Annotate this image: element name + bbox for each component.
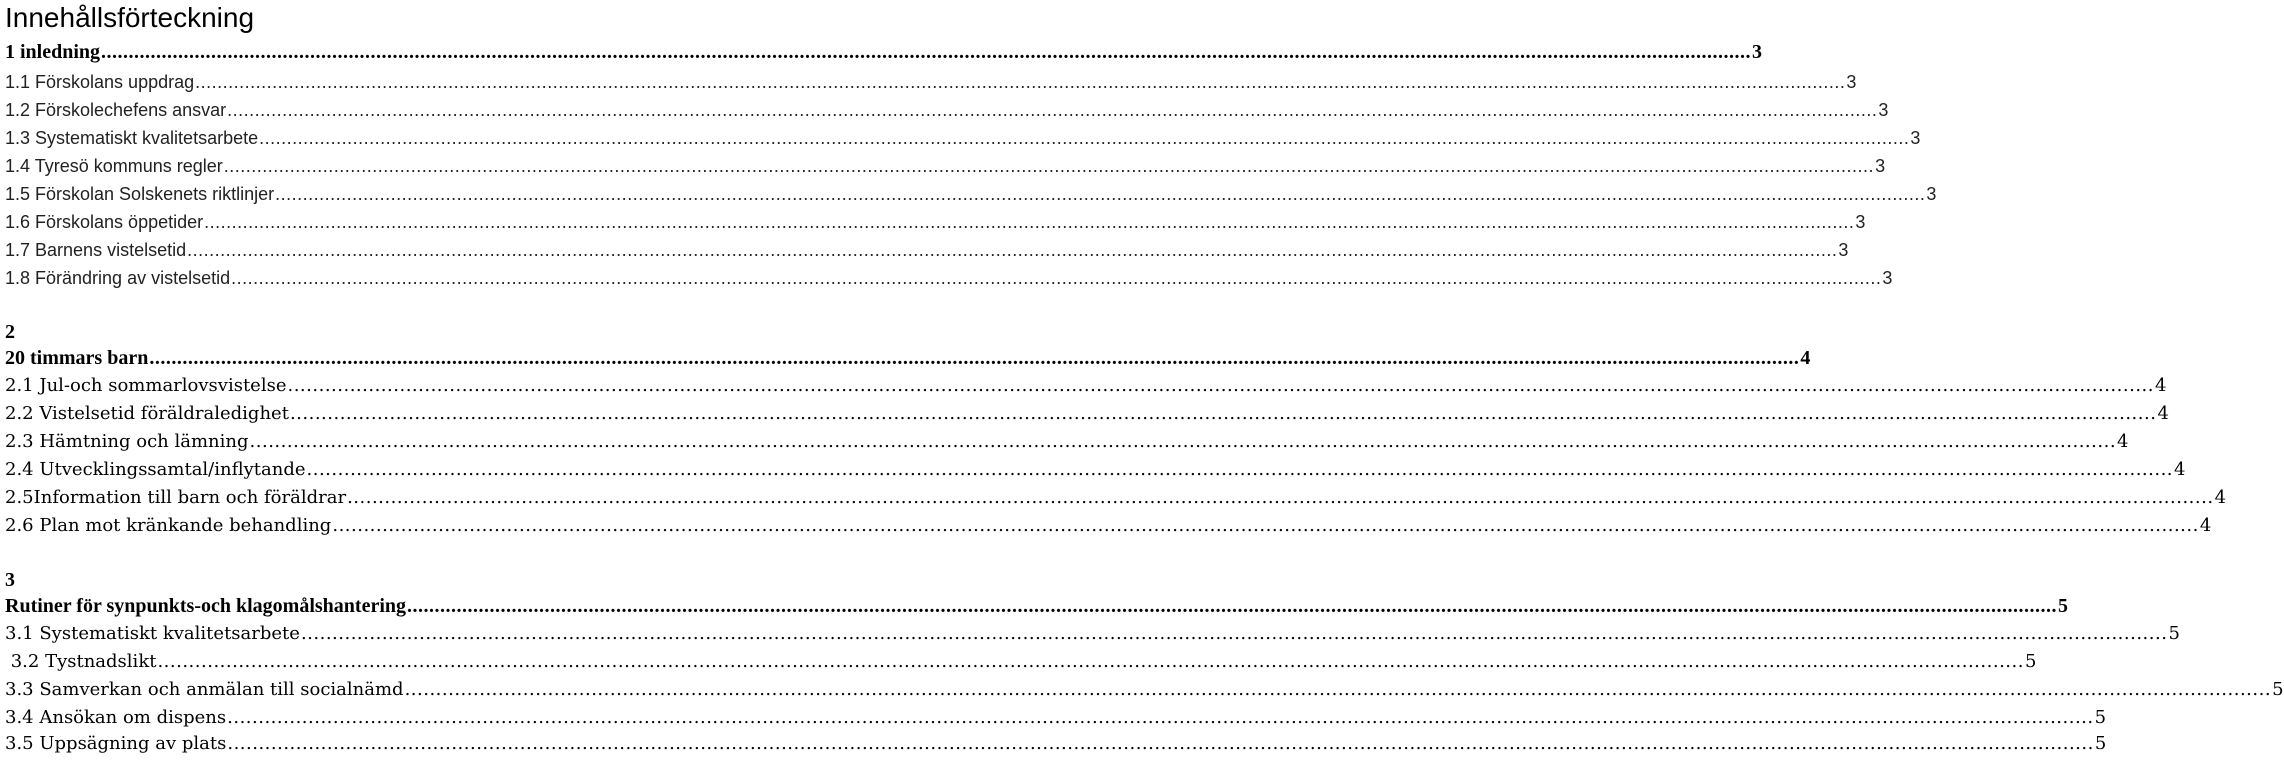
leader-dots: ............................................................................................................................................................................................................................................................................................................ xyxy=(231,268,1882,288)
page-number: 4 xyxy=(1800,347,1811,369)
page-number: 4 xyxy=(2155,375,2167,396)
toc-entry[interactable]: 3.2 Tystnadslikt ............................................................................................................................................................................................................................................................................................................ 5 xyxy=(5,648,950,676)
leader-dots: ............................................................................................................................................................................................................................................................................................................ xyxy=(287,375,2154,396)
leader-dots: ............................................................................................................................................................................................................................................................................................................ xyxy=(289,403,2157,424)
page-number: 4 xyxy=(2117,431,2129,452)
toc-heading-1[interactable]: 1 inledning ............................................................................................................................................................................................................................................................................................................ 3 xyxy=(5,38,950,66)
toc-entry[interactable]: 1.6 Förskolans öppetider ............................................................................................................................................................................................................................................................................................................ 3 xyxy=(5,208,950,236)
leader-dots: ............................................................................................................................................................................................................................................................................................................ xyxy=(227,100,1878,120)
page-number: 5 xyxy=(2024,651,2037,672)
toc-entry[interactable]: 3.3 Samverkan och anmälan till socialnämd ............................................................................................................................................................................................................................................................................................................ 5 xyxy=(5,676,950,704)
toc-entry[interactable]: 3.4 Ansökan om dispens ............................................................................................................................................................................................................................................................................................................ 5 xyxy=(5,704,950,732)
leader-dots: ............................................................................................................................................................................................................................................................................................................ xyxy=(407,595,2057,617)
page-number: 5 xyxy=(2094,733,2107,754)
toc-entry[interactable]: 2.1 Jul-och sommarlovsvistelse ............................................................................................................................................................................................................................................................................................................ 4 xyxy=(5,372,950,400)
toc-entry[interactable]: 1.3 Systematiskt kvalitetsarbete ............................................................................................................................................................................................................................................................................................................ 3 xyxy=(5,124,950,152)
page-number: 4 xyxy=(2214,487,2227,508)
leader-dots: ............................................................................................................................................................................................................................................................................................................ xyxy=(227,733,2094,754)
leader-dots: ............................................................................................................................................................................................................................................................................................................ xyxy=(275,184,1926,204)
toc-entry[interactable]: 1.5 Förskolan Solskenets riktlinjer ............................................................................................................................................................................................................................................................................................................ 3 xyxy=(5,180,950,208)
toc-entry[interactable]: 1.8 Förändring av vistelsetid ............................................................................................................................................................................................................................................................................................................ 3 xyxy=(5,264,950,292)
page-number: 4 xyxy=(2157,403,2169,424)
page-number: 3 xyxy=(1846,72,1857,92)
toc-heading-3[interactable]: Rutiner för synpunkts-och klagomålshantering ............................................................................................................................................................................................................................................................................................................ 5 xyxy=(5,592,950,620)
leader-dots: ............................................................................................................................................................................................................................................................................................................ xyxy=(332,515,2199,536)
leader-dots: ............................................................................................................................................................................................................................................................................................................ xyxy=(259,128,1910,148)
toc-entry[interactable]: 1.2 Förskolechefens ansvar ............................................................................................................................................................................................................................................................................................................ 3 xyxy=(5,96,950,124)
page-number: 4 xyxy=(2199,515,2212,536)
leader-dots: ............................................................................................................................................................................................................................................................................................................ xyxy=(306,459,2174,480)
page-number: 5 xyxy=(2272,679,2284,700)
toc-entry[interactable]: 3.1 Systematiskt kvalitetsarbete ............................................................................................................................................................................................................................................................................................................ 5 xyxy=(5,620,950,648)
page-number: 4 xyxy=(2174,459,2186,480)
toc-heading-2[interactable]: 20 timmars barn ............................................................................................................................................................................................................................................................................................................ 4 xyxy=(5,344,950,372)
page-number: 3 xyxy=(1875,156,1886,176)
leader-dots: ............................................................................................................................................................................................................................................................................................................ xyxy=(347,487,2214,508)
leader-dots: ............................................................................................................................................................................................................................................................................................................ xyxy=(149,347,1800,369)
leader-dots: ............................................................................................................................................................................................................................................................................................................ xyxy=(187,240,1838,260)
toc-section-number-3: 3 xyxy=(5,569,15,591)
toc-entry[interactable]: 3.5 Uppsägning av plats ............................................................................................................................................................................................................................................................................................................ 5 xyxy=(5,730,950,758)
page-number: 3 xyxy=(1838,240,1849,260)
toc-entry[interactable]: 1.7 Barnens vistelsetid ............................................................................................................................................................................................................................................................................................................ 3 xyxy=(5,236,950,264)
toc-entry[interactable]: 2.5Information till barn och föräldrar ............................................................................................................................................................................................................................................................................................................ 4 xyxy=(5,484,950,512)
page-number: 3 xyxy=(1910,128,1921,148)
leader-dots: ............................................................................................................................................................................................................................................................................................................ xyxy=(101,41,1752,63)
leader-dots: ............................................................................................................................................................................................................................................................................................................ xyxy=(300,623,2168,644)
toc-entry[interactable]: 2.4 Utvecklingssamtal/inflytande ............................................................................................................................................................................................................................................................................................................ 4 xyxy=(5,456,950,484)
page-number: 3 xyxy=(1752,41,1763,63)
page-number: 3 xyxy=(1855,212,1866,232)
toc-entry[interactable]: 1.1 Förskolans uppdrag ............................................................................................................................................................................................................................................................................................................ 3 xyxy=(5,68,950,96)
leader-dots: ............................................................................................................................................................................................................................................................................................................ xyxy=(249,431,2117,452)
toc-section-number-2: 2 xyxy=(5,321,15,343)
page-number: 5 xyxy=(2094,707,2107,728)
page-number: 5 xyxy=(2058,595,2068,617)
leader-dots: ............................................................................................................................................................................................................................................................................................................ xyxy=(227,707,2094,728)
toc-title: Innehållsförteckning xyxy=(5,2,255,33)
page-number: 5 xyxy=(2168,623,2180,644)
leader-dots: ............................................................................................................................................................................................................................................................................................................ xyxy=(157,651,2024,672)
toc-page xyxy=(5,0,2284,760)
leader-dots: ............................................................................................................................................................................................................................................................................................................ xyxy=(404,679,2272,700)
toc-entry[interactable]: 1.4 Tyresö kommuns regler ............................................................................................................................................................................................................................................................................................................ 3 xyxy=(5,152,950,180)
page-number: 3 xyxy=(1926,184,1937,204)
page-number: 3 xyxy=(1882,268,1893,288)
toc-entry[interactable]: 2.3 Hämtning och lämning ............................................................................................................................................................................................................................................................................................................ 4 xyxy=(5,428,950,456)
leader-dots: ............................................................................................................................................................................................................................................................................................................ xyxy=(195,72,1846,92)
toc-entry[interactable]: 2.6 Plan mot kränkande behandling ............................................................................................................................................................................................................................................................................................................ 4 xyxy=(5,512,950,540)
leader-dots: ............................................................................................................................................................................................................................................................................................................ xyxy=(223,156,1875,176)
leader-dots: ............................................................................................................................................................................................................................................................................................................ xyxy=(204,212,1855,232)
toc-entry[interactable]: 2.2 Vistelsetid föräldraledighet ............................................................................................................................................................................................................................................................................................................ 4 xyxy=(5,400,950,428)
page-number: 3 xyxy=(1878,100,1889,120)
